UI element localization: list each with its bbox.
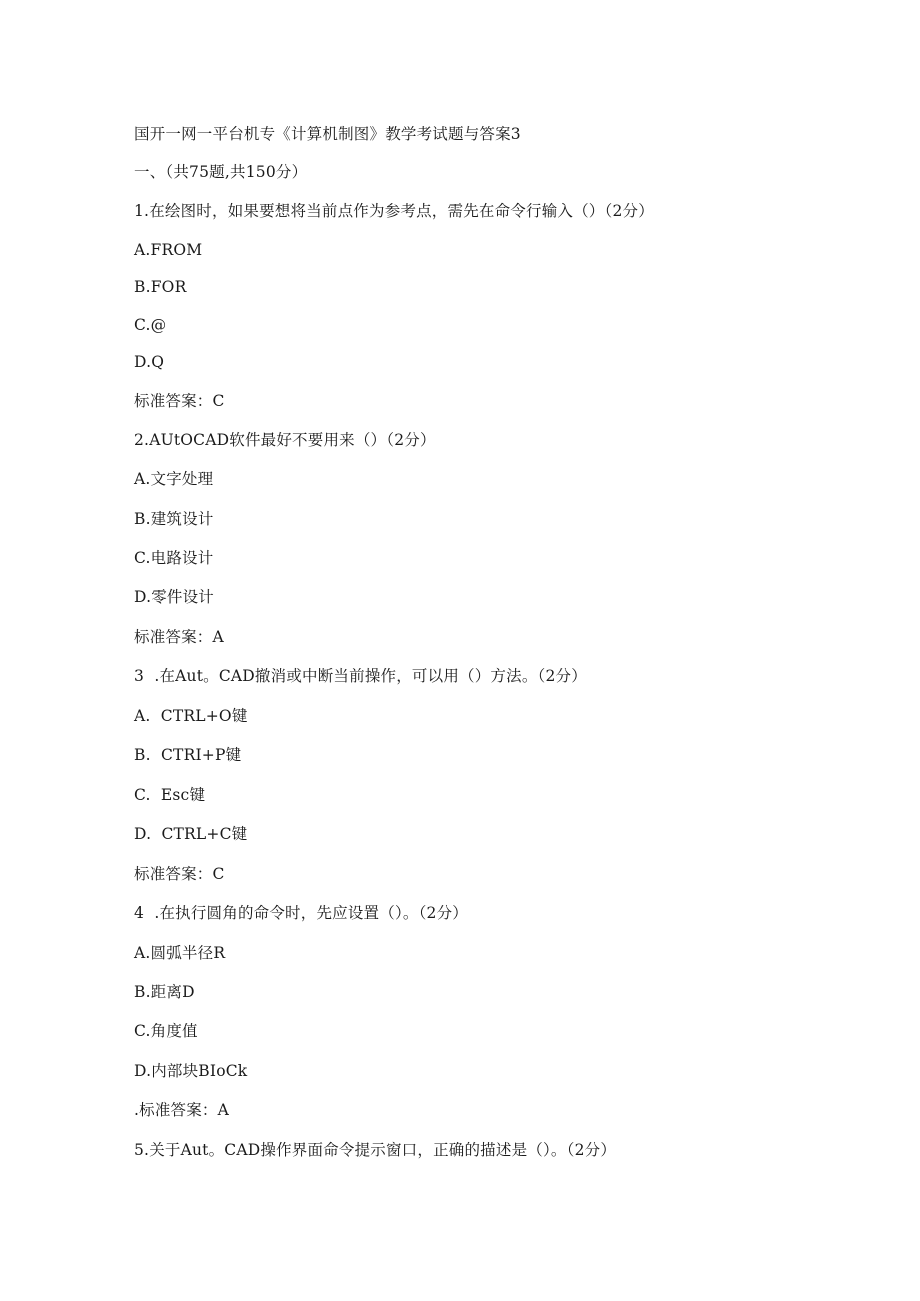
question-stem: 5.关于Aut。CAD操作界面命令提示窗口，正确的描述是（）。（2分） bbox=[134, 1141, 617, 1159]
question-option: B.距离D bbox=[134, 983, 195, 1001]
section-header: 一、（共75题,共150分） bbox=[134, 163, 308, 181]
question-option: A.圆弧半径R bbox=[134, 944, 226, 962]
question-stem: 2.AUtOCAD软件最好不要用来（）（2分） bbox=[134, 431, 436, 449]
answer-line: 标准答案：A bbox=[134, 628, 224, 646]
question-option: D. CTRL+C键 bbox=[134, 825, 248, 843]
question-option: C.@ bbox=[134, 316, 167, 334]
answer-line: 标准答案：C bbox=[134, 865, 225, 883]
question-option: C.电路设计 bbox=[134, 549, 214, 567]
question-option: C. Esc键 bbox=[134, 786, 206, 804]
question-option: D.内部块BIoCk bbox=[134, 1062, 248, 1080]
question-option: A.文字处理 bbox=[134, 470, 214, 488]
question-stem: 4 .在执行圆角的命令时，先应设置（）。（2分） bbox=[134, 904, 469, 922]
question-stem: 3 .在Aut。CAD撤消或中断当前操作，可以用（）方法。（2分） bbox=[134, 667, 587, 685]
question-option: C.角度值 bbox=[134, 1022, 198, 1040]
question-option: D.Q bbox=[134, 353, 165, 371]
question-option: B. CTRI+P键 bbox=[134, 746, 242, 764]
question-option: A.FROM bbox=[134, 241, 203, 259]
question-option: B.建筑设计 bbox=[134, 510, 214, 528]
question-stem: 1.在绘图时，如果要想将当前点作为参考点，需先在命令行输入（）（2分） bbox=[134, 202, 654, 220]
document-title: 国开一网一平台机专《计算机制图》教学考试题与答案3 bbox=[134, 125, 521, 143]
answer-line: .标准答案：A bbox=[134, 1101, 230, 1119]
question-option: B.FOR bbox=[134, 278, 187, 296]
answer-line: 标准答案：C bbox=[134, 392, 225, 410]
question-option: A. CTRL+O键 bbox=[134, 707, 248, 725]
question-option: D.零件设计 bbox=[134, 588, 215, 606]
